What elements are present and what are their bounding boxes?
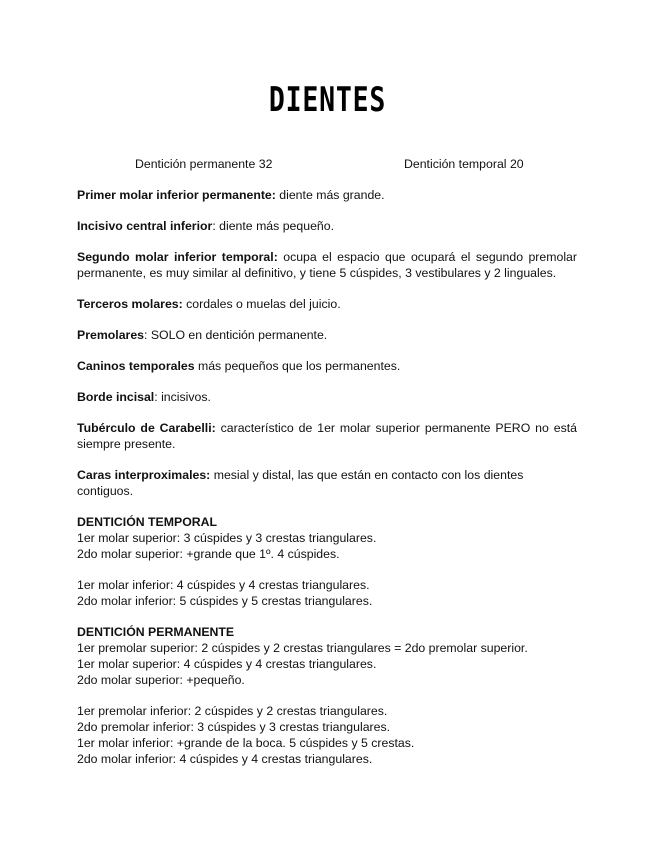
list-item: 1er molar superior: 4 cúspides y 4 crestas triangulares. xyxy=(77,657,377,671)
list-item: 1er molar inferior: 4 cúspides y 4 crestas triangulares. xyxy=(77,578,370,592)
fact-term: Terceros molares: xyxy=(77,297,183,311)
spacer xyxy=(77,562,577,577)
fact-paragraph xyxy=(77,296,577,312)
spacer xyxy=(77,609,577,624)
fact-text: diente más grande. xyxy=(275,188,385,202)
fact-text: : SOLO en dentición permanente. xyxy=(144,328,328,342)
fact-text: cordales o muelas del juicio. xyxy=(182,297,341,311)
document-body xyxy=(77,187,577,767)
page-title: DIENTES xyxy=(268,80,387,120)
fact-term: Caninos temporales xyxy=(77,359,195,373)
fact-term: Incisivo central inferior xyxy=(77,219,213,233)
list-item: 2do molar superior: +pequeño. xyxy=(77,673,245,687)
fact-paragraph xyxy=(77,218,577,234)
fact-paragraph xyxy=(77,187,577,203)
spacer xyxy=(77,688,577,703)
fact-text: característico de 1er molar superior permanente PERO no está siempre presente. xyxy=(77,421,577,451)
fact-paragraph xyxy=(77,420,577,452)
fact-term: Premolares xyxy=(77,328,144,342)
fact-paragraph xyxy=(77,249,577,281)
fact-paragraph xyxy=(77,358,577,374)
list-item: 1er premolar superior: 2 cúspides y 2 crestas triangulares = 2do premolar superior. xyxy=(77,641,528,655)
fact-text: : incisivos. xyxy=(154,390,211,404)
fact-term: Borde incisal xyxy=(77,390,155,404)
section-heading: DENTICIÓN TEMPORAL xyxy=(77,515,218,529)
fact-paragraph xyxy=(77,327,577,343)
temporary-count: Dentición temporal 20 xyxy=(404,157,524,171)
fact-term: Primer molar inferior permanente: xyxy=(77,188,276,202)
list-item: 1er premolar inferior: 2 cúspides y 2 crestas triangulares. xyxy=(77,704,388,718)
list-item: 1er molar inferior: +grande de la boca. 5 cúspides y 5 crestas. xyxy=(77,736,415,750)
fact-paragraph xyxy=(77,389,577,405)
fact-term: Segundo molar inferior temporal: xyxy=(77,250,278,264)
fact-text: más pequeños que los permanentes. xyxy=(194,359,401,373)
fact-text: mesial y distal, las que están en contacto con los dientes contiguos. xyxy=(77,468,524,498)
list-item: 2do premolar inferior: 3 cúspides y 3 crestas triangulares. xyxy=(77,720,391,734)
temporal-section xyxy=(77,514,577,609)
list-item: 1er molar superior: 3 cúspides y 3 crestas triangulares. xyxy=(77,531,377,545)
fact-paragraph xyxy=(77,467,577,499)
permanent-section xyxy=(77,624,577,767)
permanent-count: Dentición permanente 32 xyxy=(135,157,273,171)
fact-text: ocupa el espacio que ocupará el segundo premolar permanente, es muy similar al definitivo, y tiene 5 cúspides, 3 vestibulares y 2 linguales. xyxy=(77,250,577,280)
list-item: 2do molar inferior: 5 cúspides y 5 crestas triangulares. xyxy=(77,594,373,608)
fact-term: Caras interproximales: xyxy=(77,468,211,482)
list-item: 2do molar inferior: 4 cúspides y 4 crestas triangulares. xyxy=(77,752,373,766)
fact-term: Tubérculo de Carabelli: xyxy=(77,421,216,435)
section-heading: DENTICIÓN PERMANENTE xyxy=(77,625,235,639)
fact-text: : diente más pequeño. xyxy=(212,219,335,233)
list-item: 2do molar superior: +grande que 1º. 4 cúspides. xyxy=(77,547,340,561)
